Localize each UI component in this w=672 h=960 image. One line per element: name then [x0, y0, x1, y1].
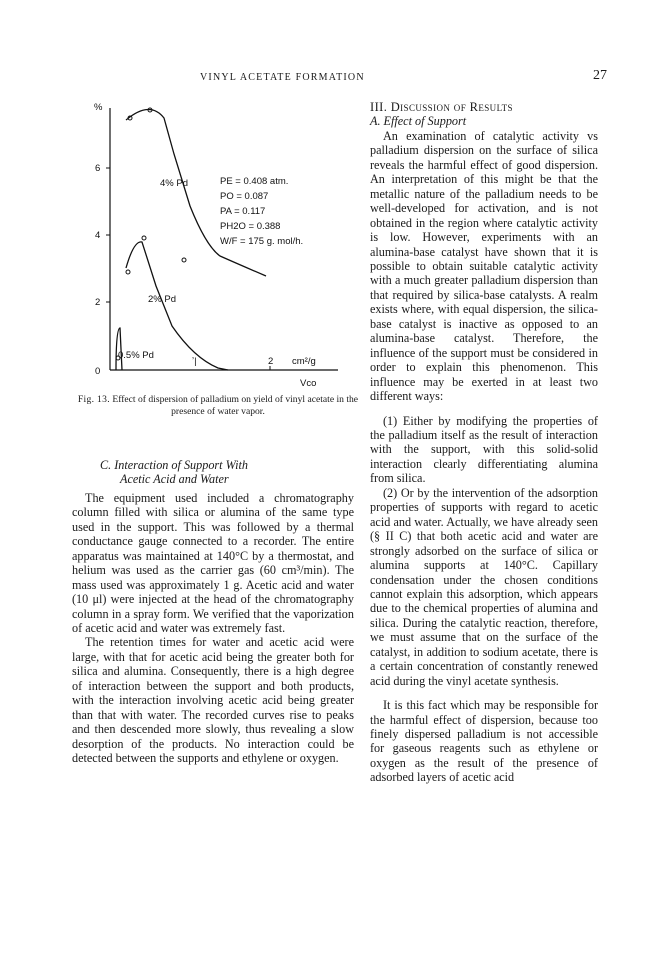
x-tick-label: 2: [268, 356, 274, 367]
condition-pa: PA = 0.117: [220, 206, 266, 217]
figure-caption: [68, 394, 368, 418]
y-tick-label: 2: [95, 297, 101, 308]
data-point: [126, 270, 130, 274]
paragraph: An examination of catalytic activity vs palladium dispersion on the surface of silica reveals the harmful effect of good dispersion. An interpretation of this might be that the metallic nature of the palladium needs to be well-developed for activation, and is not obtained in the region where catalytic activity is low. However, experiments with an alumina-base catalyst have shown that it is possible to obtain suitable catalytic activity with a much greater palladium dispersion than that required by silica-base catalysts. A realm exists where, with equal dispersion, the silica-base catalyst is inactive as opposed to an alumina-base catalyst. Therefore, the influence of the support must be considered in order to explain this phenomenon. This influence may be exerted in at least two different ways:: [370, 128, 598, 404]
curve-label-05pd: 0.5% Pd: [118, 350, 154, 361]
curve-05pd: [116, 328, 122, 370]
running-head: VINYL ACETATE FORMATION: [200, 72, 365, 83]
curve-marker: ʼ|: [192, 356, 197, 367]
condition-wf: W/F = 175 g. mol/h.: [220, 236, 304, 247]
subsection-a-title: A. Effect of Support: [370, 114, 467, 129]
section-iii-title: III. Discussion of Results: [370, 100, 513, 114]
paragraph: It is this fact which may be responsible for the harmful effect of dispersion, because too finely dispersed palladium is not accessible for gaseous reagents such as ethylene or oxygen as the result of the presence of adsorbed layers of acetic acid: [370, 698, 598, 785]
condition-po: PO = 0.087: [220, 191, 269, 202]
right-column: [370, 100, 598, 785]
figure-13: [88, 96, 360, 392]
y-tick-label: 6: [95, 163, 101, 174]
page-number: 27: [593, 68, 607, 83]
y-axis-unit: %: [94, 102, 103, 113]
paragraph: The equipment used included a chromatography column filled with silica or alumina of the same type used in the support. This was followed by a thermal conductance gauge connected to a recorder. The entire apparatus was maintained at 140°C by a thermostat, and helium was used as the carrier gas (60 cm³/min). The mass used was approximately 1 g. Acetic acid and water (10 μl) were injected at the head of the chromatography column in a spray form. We verified that the vaporization of acetic acid and water was extremely fast.: [72, 490, 354, 635]
curve-label-2pd: 2% Pd: [148, 294, 176, 305]
condition-pe: PE = 0.408 atm.: [220, 176, 289, 187]
data-point: [182, 258, 186, 262]
y-tick-label: 4: [95, 230, 101, 241]
left-column: [72, 458, 354, 766]
caption-label: Fig. 13.: [77, 394, 110, 405]
caption-text: Effect of dispersion of palladium on yield of vinyl acetate in the presence of water vapor.: [112, 394, 359, 417]
x-axis-unit: cm²/g: [292, 356, 316, 367]
section-c-heading: C. Interaction of Support With: [100, 458, 248, 472]
x-axis-label: Vco: [300, 378, 317, 389]
paragraph: (1) Either by modifying the properties of the palladium itself as the result of interaction with the support, with this solid-solid interaction clearly differentiating alumina from silica.: [370, 413, 598, 486]
paragraph: (2) Or by the intervention of the adsorption properties of supports with regard to acetic acid and water. Actually, we have already seen (§ II C) that both acetic acid and water are strongly adsorbed on the surface of silica or alumina supports at 140°C. Capillary condensation under the chosen conditions cannot explain this adsorption, which appears due to the chemical properties of alumina and silica. During the catalytic reaction, therefore, we must assume that on the surface of the catalyst, in addition to sodium acetate, there is a certain concentration of constantly renewed acid during the vinyl acetate synthesis.: [370, 485, 598, 688]
y-tick-label: 0: [95, 366, 101, 377]
section-c-heading-cont: Acetic Acid and Water: [120, 472, 229, 487]
data-point: [142, 236, 146, 240]
condition-ph2o: PH2O = 0.388: [220, 221, 281, 232]
paragraph: The retention times for water and acetic acid were large, with that for acetic acid being the greater both for silica and alumina. Consequently, there is a high degree of interaction between the support and both products, with the interaction involving acetic acid being greater than that with water. The recorded curves rise to peaks and then descended more slowly, thus revealing a slow desorption of the products. No interaction could be detected between the supports and ethylene or oxygen.: [72, 635, 354, 766]
curve-label-4pd: 4% Pd: [160, 178, 188, 189]
